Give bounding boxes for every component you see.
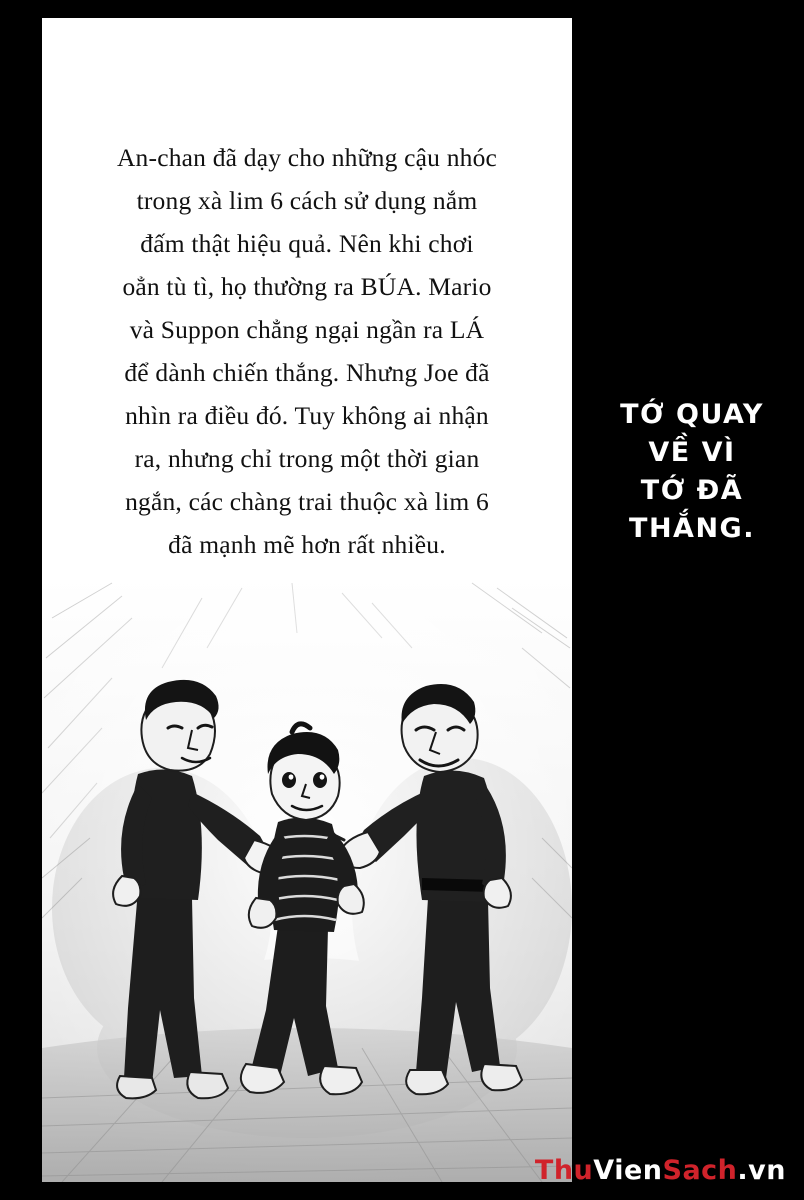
narration-line: để dành chiến thắng. Nhưng Joe đã <box>124 358 490 387</box>
caption-line: TỚ ĐÃ <box>640 475 744 506</box>
page-left-margin <box>0 0 42 1200</box>
caption-line: VỀ VÌ <box>648 437 736 468</box>
watermark-part-sach: Sach <box>662 1155 738 1186</box>
narration-line: ngắn, các chàng trai thuộc xà lim 6 <box>125 487 489 516</box>
narration-line: đấm thật hiệu quả. Nên khi chơi <box>140 229 474 258</box>
three-boys-sketch-svg <box>42 578 572 1182</box>
illustration-panel <box>42 578 572 1182</box>
narration-line: An-chan đã dạy cho những cậu nhóc <box>116 143 498 172</box>
watermark-part-vien: Vien <box>593 1155 663 1186</box>
narration-line: và Suppon chẳng ngại ngần ra LÁ <box>129 315 485 344</box>
narration-line: đã mạnh mẽ hơn rất nhiều. <box>168 530 446 559</box>
right-gutter-panel <box>580 18 804 1182</box>
narration-box <box>60 136 554 566</box>
watermark-part-thu: Thu <box>534 1155 594 1186</box>
caption-line: TỚ QUAY <box>620 399 764 430</box>
narration-line: ra, nhưng chỉ trong một thời gian <box>134 444 480 473</box>
caption-line: THẮNG. <box>629 513 755 544</box>
watermark-part-tld: .vn <box>737 1155 786 1186</box>
watermark <box>535 1155 786 1186</box>
speech-caption <box>580 396 804 548</box>
main-panel <box>42 18 572 1182</box>
narration-line: nhìn ra điều đó. Tuy không ai nhận <box>125 401 489 430</box>
page-top-margin <box>0 0 804 18</box>
narration-line: trong xà lim 6 cách sử dụng nắm <box>136 186 478 215</box>
narration-line: oẳn tù tì, họ thường ra BÚA. Mario <box>122 272 492 301</box>
